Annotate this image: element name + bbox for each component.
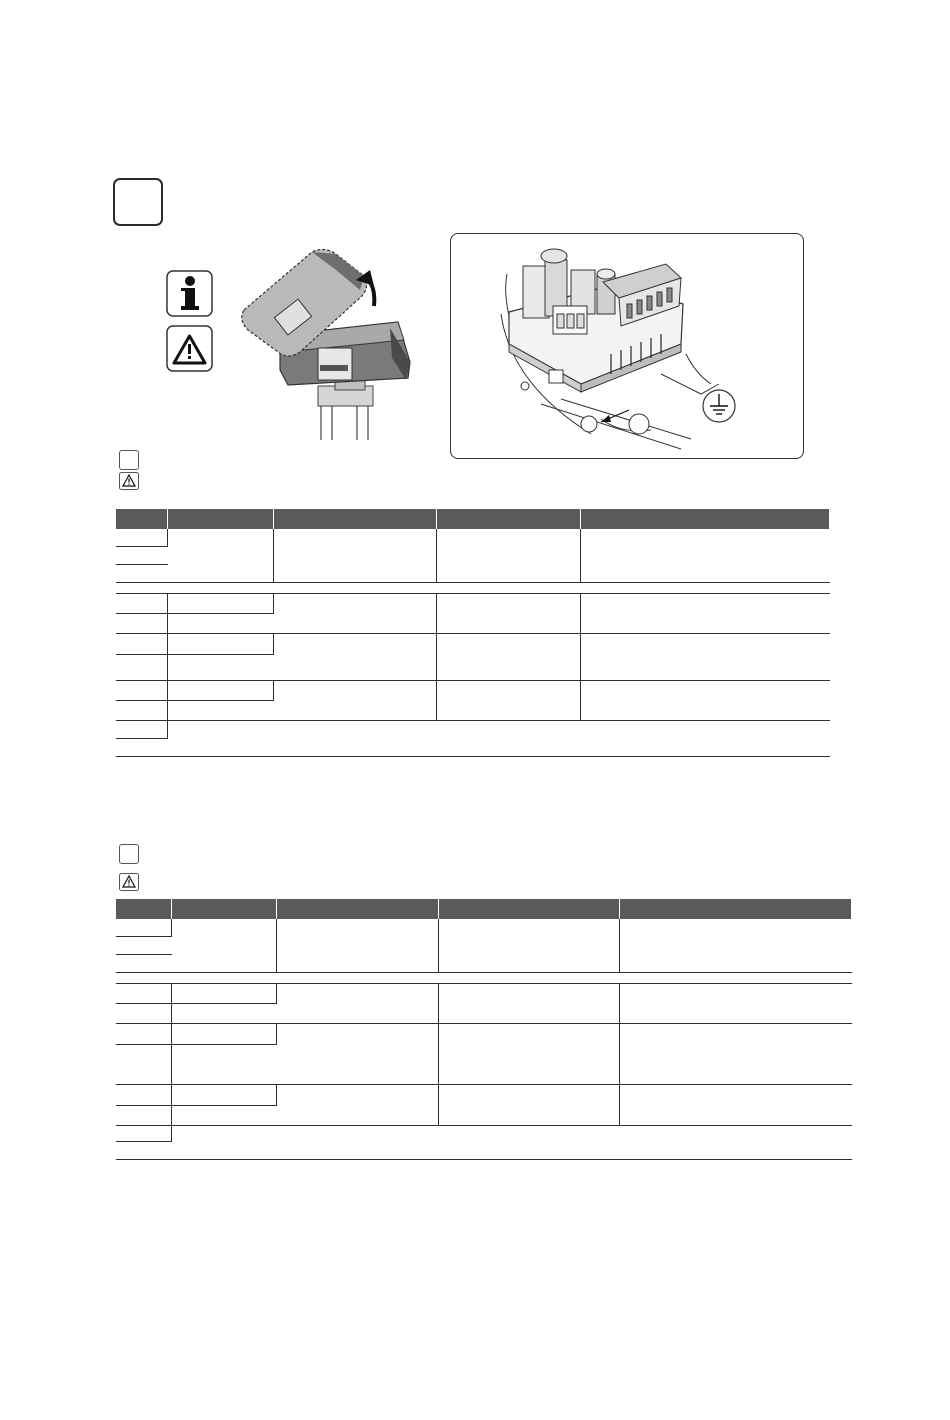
table-header (116, 509, 830, 529)
table-row (116, 1085, 852, 1106)
wiring-table-2 (115, 899, 852, 1160)
info-icon (167, 271, 212, 316)
table-row (116, 1126, 852, 1142)
table-row (116, 634, 830, 655)
table-row (116, 1024, 852, 1045)
terminal-board-photo (450, 233, 804, 459)
table-row (116, 681, 830, 701)
table-row (116, 594, 830, 614)
step-number-box (113, 178, 163, 226)
note-icon (119, 450, 139, 470)
warning-icon (119, 472, 139, 490)
table-row (116, 721, 830, 739)
wiring-table-1 (115, 509, 830, 757)
table-row-gap (116, 583, 830, 594)
table-row (116, 919, 852, 937)
ground-symbol-icon (703, 390, 735, 422)
warning-icon (119, 873, 139, 891)
warning-icon (167, 326, 212, 371)
note-icon (119, 844, 139, 864)
table-row (116, 984, 852, 1004)
cover-removal-illustration (160, 240, 430, 450)
table-row (116, 529, 830, 547)
table-header (116, 899, 852, 919)
table-row-gap (116, 973, 852, 984)
